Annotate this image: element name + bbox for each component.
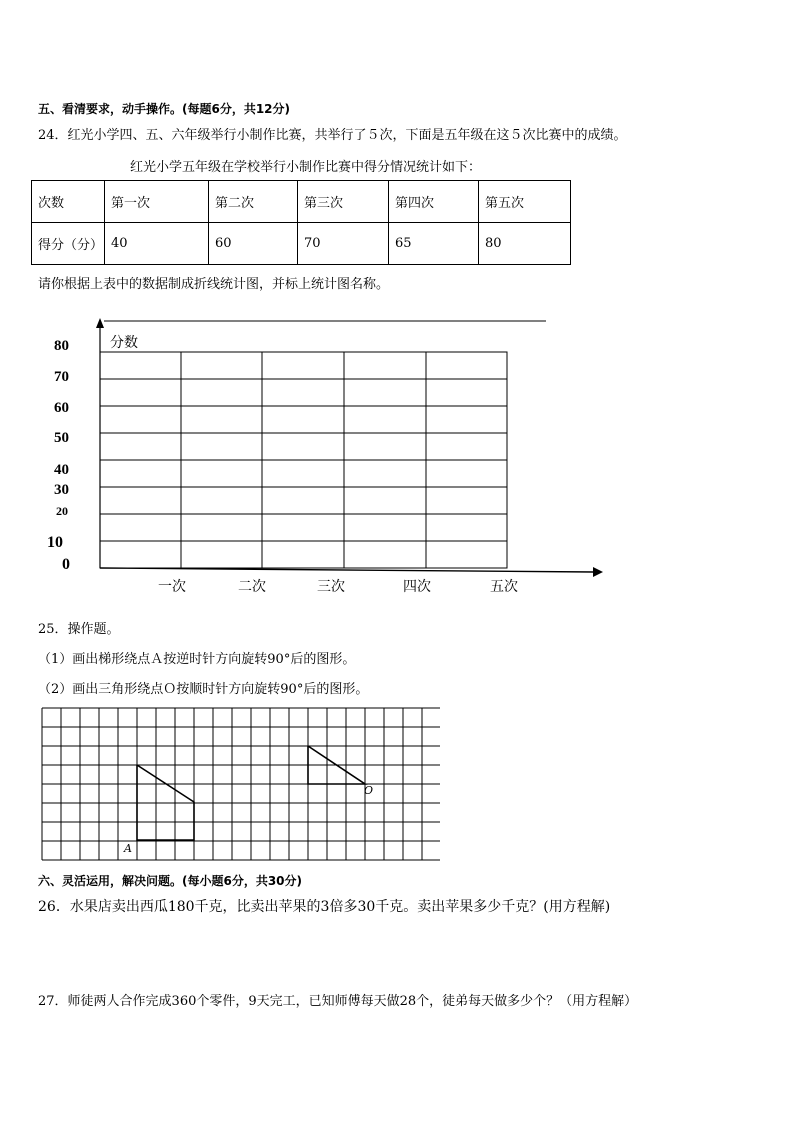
- table-caption: 红光小学五年级在学校举行小制作比赛中得分情况统计如下：: [130, 160, 482, 175]
- point-a-label: A: [124, 842, 132, 855]
- y-tick-label: 80: [54, 338, 69, 354]
- table-cell: 60: [209, 223, 298, 265]
- y-tick-label: 20: [56, 504, 68, 518]
- table-header-row: [32, 181, 571, 223]
- x-tick-label: 三次: [317, 579, 345, 595]
- y-tick-label: 0: [62, 556, 70, 573]
- table-cell: 80: [479, 223, 571, 265]
- x-tick-label: 四次: [403, 579, 431, 595]
- score-table: [31, 180, 571, 265]
- x-tick-label: 二次: [238, 579, 266, 595]
- question-24-text: 24．红光小学四、五、六年级举行小制作比赛，共举行了５次，下面是五年级在这５次比赛中的成绩。: [38, 128, 627, 143]
- table-row-label: 得分（分）: [32, 223, 105, 265]
- square-grid-figure: [40, 706, 440, 862]
- table-header-cell: 第一次: [105, 181, 209, 223]
- question-26-text: 26．水果店卖出西瓜180千克，比卖出苹果的3倍多30千克。卖出苹果多少千克？(用方程解): [38, 899, 611, 915]
- question-24-instruction: 请你根据上表中的数据制成折线统计图，并标上统计图名称。: [38, 277, 390, 292]
- y-axis-arrow: [96, 318, 104, 328]
- table-header-cell: 第二次: [209, 181, 298, 223]
- table-header-cell: 第三次: [298, 181, 389, 223]
- question-27-text: 27．师徒两人合作完成360个零件，9天完工，已知师傅每天做28个，徒弟每天做多少个？（用方程解）: [38, 994, 638, 1009]
- table-cell: 40: [105, 223, 209, 265]
- table-header-cell: 第五次: [479, 181, 571, 223]
- point-o-label: O: [364, 784, 374, 797]
- question-25-part-1: （1）画出梯形绕点Ａ按逆时针方向旋转90°后的图形。: [38, 652, 356, 667]
- x-tick-label: 五次: [490, 579, 518, 595]
- y-tick-label: 70: [54, 369, 69, 385]
- table-row: [32, 223, 571, 265]
- section-6-heading: 六、灵活运用，解决问题。(每小题6分，共30分): [38, 874, 303, 888]
- y-tick-label: 50: [54, 430, 69, 446]
- table-header-cell: 第四次: [389, 181, 479, 223]
- y-tick-label: 40: [54, 462, 69, 478]
- y-tick-label: 10: [47, 534, 63, 551]
- x-axis: [100, 568, 594, 572]
- x-axis-arrow: [593, 567, 603, 577]
- square-grid-lines: [42, 708, 440, 860]
- blank-line-chart-grid: [0, 310, 620, 600]
- y-axis-title: 分数: [110, 335, 138, 351]
- y-tick-label: 60: [54, 400, 69, 416]
- question-25-part-2: （2）画出三角形绕点Ｏ按顺时针方向旋转90°后的图形。: [38, 682, 369, 697]
- table-cell: 65: [389, 223, 479, 265]
- table-cell: 70: [298, 223, 389, 265]
- y-tick-label: 30: [54, 482, 69, 498]
- grid-lines: [100, 352, 507, 568]
- section-5-heading: 五、看清要求，动手操作。(每题6分，共12分): [38, 102, 291, 116]
- table-header-cell: 次数: [32, 181, 105, 223]
- question-25-title: 25．操作题。: [38, 622, 120, 637]
- x-tick-label: 一次: [158, 579, 186, 595]
